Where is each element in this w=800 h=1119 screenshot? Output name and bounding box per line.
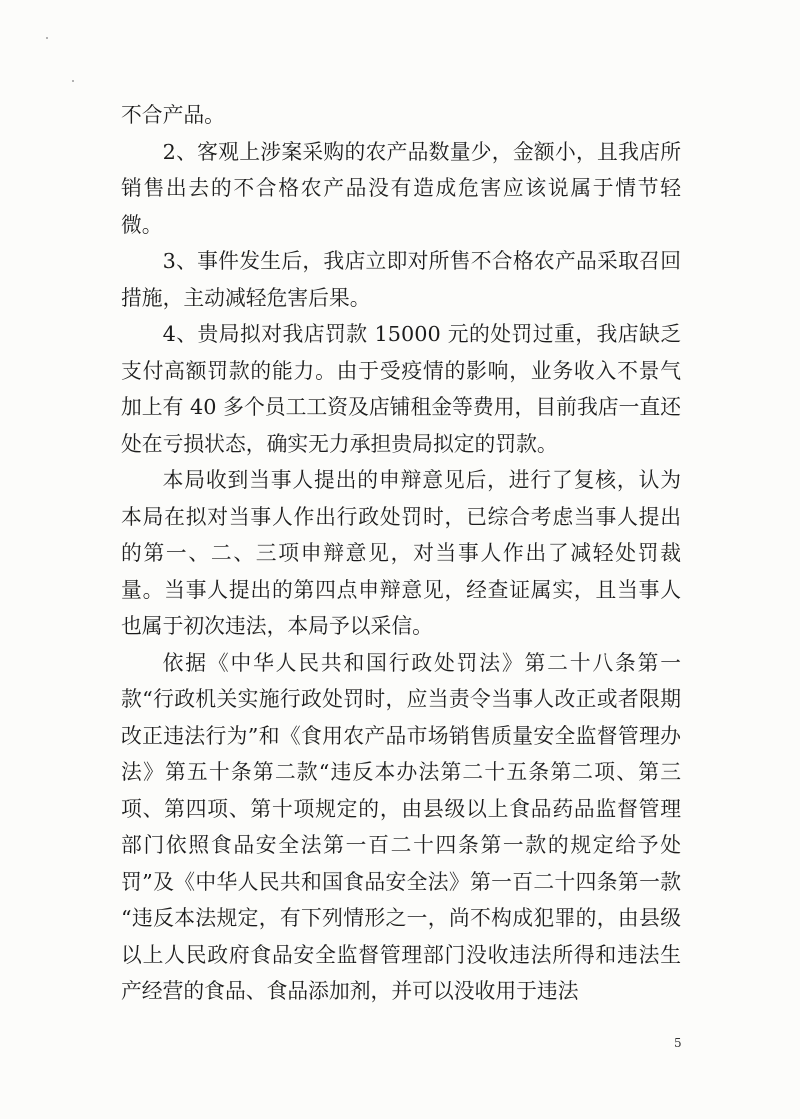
paragraph-point-3: 3、事件发生后，我店立即对所售不合格农产品采取召回措施，主动减轻危害后果。 <box>121 249 681 310</box>
paragraph-point-2: 2、客观上涉案采购的农产品数量少，金额小，且我店所销售出去的不合格农产品没有造成危害应该说属于情节轻微。 <box>121 139 681 237</box>
paragraph-legal-basis: 依据《中华人民共和国行政处罚法》第二十八条第一款“行政机关实施行政处罚时，应当责令当事人改正或者限期改正违法行为”和《食用农产品市场销售质量安全监督管理办法》第五十条第二款“违反本办法第二十五条第二项、第三项、第四项、第十项规定的，由县级以上食品药品监督管理部门依照食品安全法第一百二十四条第一款的规定给予处罚”及《中华人民共和国食品安全法》第一百二十四条第一款 “违反本法规定，有下列情形之一，尚不构成犯罪的，由县级以上人民政府食品安全监督管理部门没收违法所得和违法生产经营的食品、食品添加剂，并可以没收用于违法 <box>121 650 681 1003</box>
scan-artifact-dot <box>46 37 48 39</box>
scan-artifact-dot <box>72 80 74 82</box>
paragraph-point-4: 4、贵局拟对我店罚款 15000 元的处罚过重，我店缺乏支付高额罚款的能力。由于受疫情的影响，业务收入不景气加上有 40 多个员工工资及店铺租金等费用，目前我店一直还处在亏损状态，确实无力承担贵局拟定的罚款。 <box>121 322 681 456</box>
paragraph-continuation: 不合产品。 <box>121 103 225 127</box>
page-number: 5 <box>674 1036 682 1050</box>
paragraph-review: 本局收到当事人提出的申辩意见后，进行了复核，认为本局在拟对当事人作出行政处罚时，已综合考虑当事人提出的第一、二、三项申辩意见，对当事人作出了减轻处罚裁量。当事人提出的第四点申辩意见，经查证属实，且当事人也属于初次违法，本局予以采信。 <box>121 468 681 638</box>
document-body <box>121 97 681 1010</box>
